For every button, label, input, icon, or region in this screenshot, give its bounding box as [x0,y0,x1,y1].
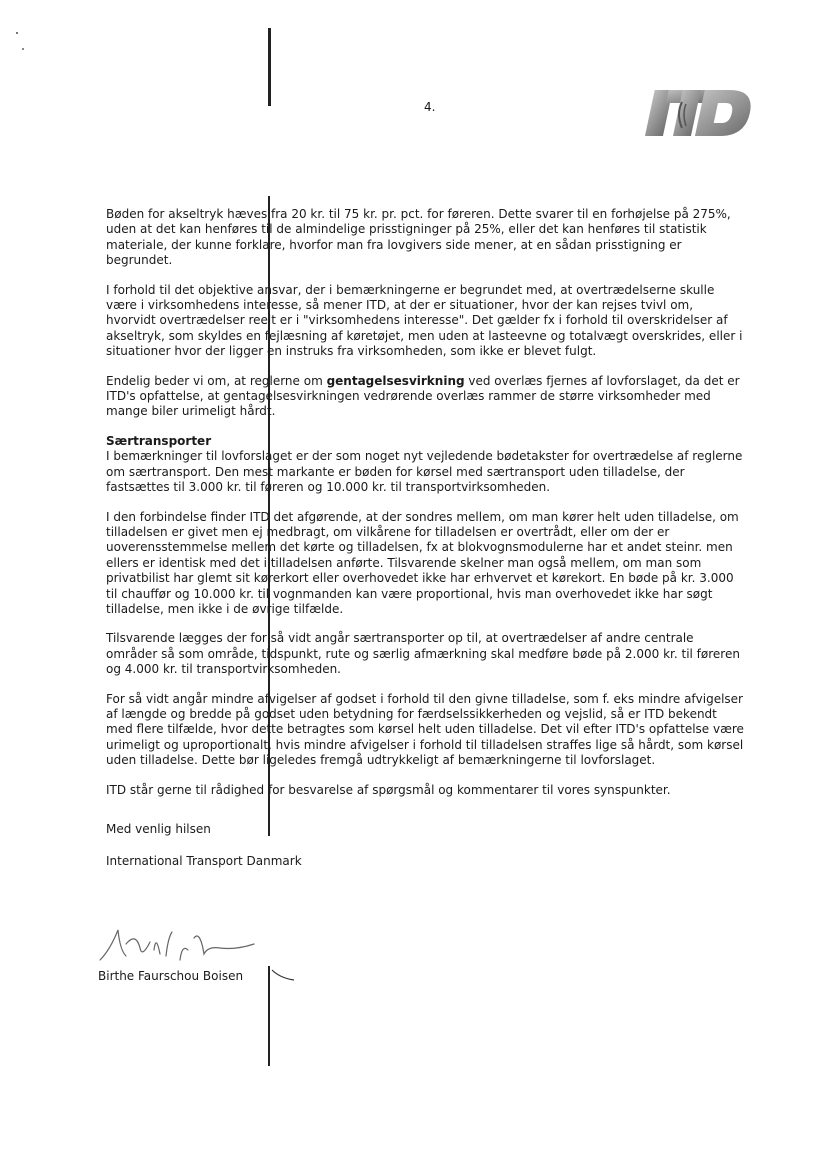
handwritten-signature [96,920,256,966]
paragraph-other-areas: Tilsvarende lægges der for så vidt angår særtransporter op til, at overtrædelser af andre centrale områder så som område, tidspunkt, rute og særlig afmærkning skal medføre bøde på 2.000 kr. til føreren og 4.000 kr. til transportvirksomheden. [106,631,740,677]
bold-term: gentagelsesvirkning [326,373,465,388]
closing-organization: International Transport Danmark [106,854,302,869]
paragraph-repetition-effect: Endelig beder vi om, at reglerne om gentagelsesvirkning ved overlæs fjernes af lovforslaget, da det er ITD's opfattelse, at gentagelsesvirkningen vedrørende overlæs rammer de større virksomheder med mange biler urimeligt hårdt. [106,373,740,419]
paragraph-minor-deviations: For så vidt angår mindre afvigelser af godset i forhold til den givne tilladelse, som f. eks mindre afvigelser af længde og bredde på godset uden betydning for færdselssikkerheden og vejslid, så er ITD bekendt med flere tilfælde, hvor dette betragtes som kørsel helt uden tilladelse. Det vil efter ITD's opfattelse være urimeligt og uproportionalt, hvis mindre afvigelser i forhold til tilladelsen straffes lige så hårdt, som kørsel uden tilladelse. Dette bør ligeledes fremgå udtrykkeligt af bemærkningerne til lovforslaget. [106,691,744,768]
paragraph-objective-liability: I forhold til det objektive ansvar, der i bemærkningerne er begrundet med, at overtrædelserne skulle være i virksomhedens interesse, så mener ITD, at der er situationer, hvor der kan rejses tvivl om, hvorvidt overtrædelser reelt er i "virksomhedens interesse". Det gælder fx i forhold til overskridelser af akseltryk, som skyldes en fejlæsning af køretøjet, men uden at lasteevne og totalvægt overskrides, eller i situationer hvor der ligger en instruks fra virksomheden, som ikke er blevet fulgt. [106,282,743,359]
scan-line-top [268,28,271,106]
paragraph-axle-fine: Bøden for akseltryk hæves fra 20 kr. til 75 kr. pr. pct. for føreren. Dette svarer til en forhøjelse på 275%, uden at det kan henføres til de almindelige prisstigninger på 25%, eller det kan henføres til statistik materiale, der kunne forklare, hvorfor man fra lovgivers side mener, at en sådan prisstigning er begrundet. [106,207,731,268]
scan-specks [14,30,26,54]
signature-mark [270,966,296,982]
page-number: 4. [424,100,436,114]
closing-greeting: Med venlig hilsen [106,822,211,836]
letter-body [106,207,746,885]
paragraph-distinction: I den forbindelse finder ITD det afgørende, at der sondres mellem, om man kører helt uden tilladelse, om tilladelsen er givet men ej medbragt, om vilkårene for tilladelsen er overtrådt, eller om der er uoverensstemmelse mellem det kørte og tilladelsen, fx at blokvognsmodulerne har et andet steinr. men ellers er identisk med det i tilladelsen anførte. Tilsvarende skelner man også mellem, om man som privatbilist har glemt sit kørerkort eller overhovedet ikke har erhvervet et kørekort. En bøde på kr. 3.000 til chauffør og 10.000 kr. til vognmanden kan være proportional, hvis man overhovedet ikke har søgt tilladelse, men ikke i de øvrige tilfælde. [106,509,739,616]
signer-name: Birthe Faurschou Boisen [98,969,244,983]
paragraph-special-transport-fines: I bemærkninger til lovforslaget er der som noget nyt vejledende bødetakster for overtrædelse af reglerne om særtransport. Den mest markante er bøden for kørsel med særtransport uden tilladelse, der fastsættes til 3.000 kr. til føreren og 10.000 kr. til transportvirksomheden. [106,449,743,495]
paragraph-availability: ITD står gerne til rådighed for besvarelse af spørgsmål og kommentarer til vores synspunkter. [106,782,671,797]
section-heading: Særtransporter [106,433,212,448]
itd-logo [636,84,754,144]
